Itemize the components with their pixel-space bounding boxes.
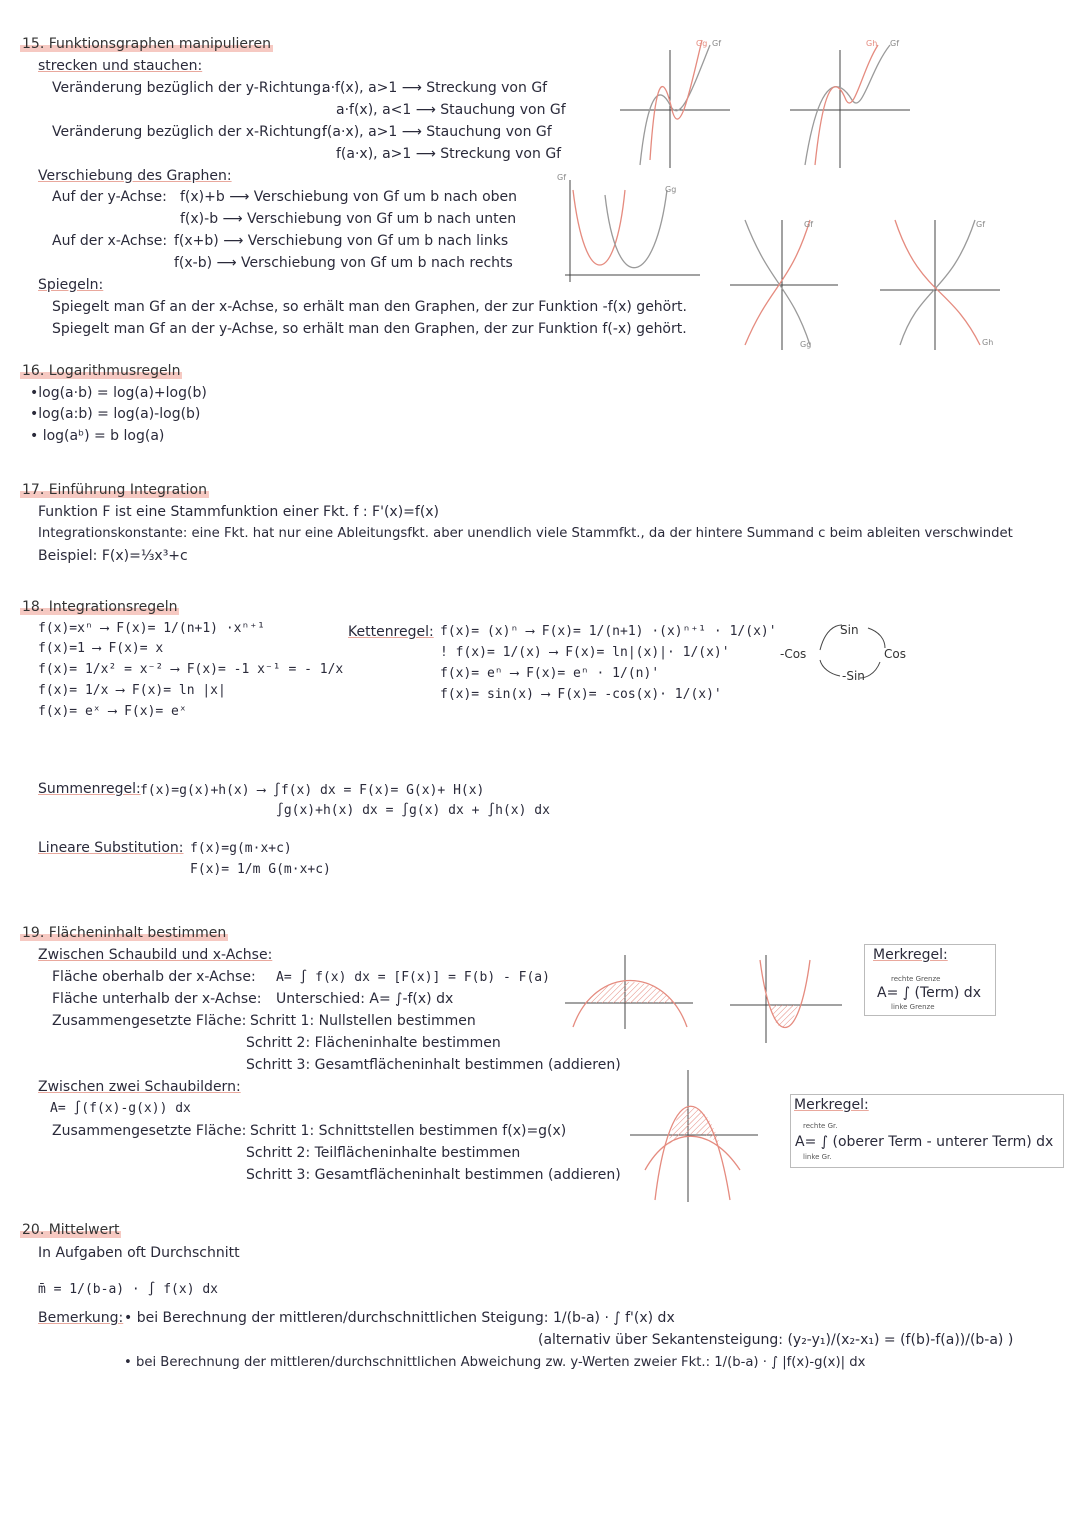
svg-text:Gg: Gg [800,340,812,349]
svg-text:Gg: Gg [665,185,677,194]
bemerkung-label: Bemerkung: [38,1310,124,1326]
kettenregel-rule: f(x)= eⁿ ⟶ F(x)= eⁿ · 1/(n)' [440,666,660,681]
svg-text:Gf: Gf [976,220,986,229]
stretch-graph-y [620,30,740,170]
svg-text:-Cos: -Cos [780,647,807,661]
composite2-step-1: Schritt 1: Schnittstellen bestimmen f(x)=g(x) [250,1123,567,1139]
integration-rule: f(x)= eˣ ⟶ F(x)= eˣ [38,704,187,719]
sin-cos-cycle-diagram [780,620,920,685]
y-direction-label: Veränderung bezüglich der y-Richtung: [52,80,326,96]
shift-rule-down: f(x)-b ⟶ Verschiebung von Gf um b nach unten [180,211,517,227]
graph-label-gg: Gg [696,39,708,48]
subheading-zwei-schaubilder: Zwischen zwei Schaubildern: [38,1079,241,1095]
y-direction-rule-2: a·f(x), a<1 ⟶ Stauchung von Gf [336,102,566,118]
summenregel-line-2: ∫g(x)+h(x) dx = ∫g(x) dx + ∫h(x) dx [276,803,550,818]
area-above-graph [565,955,695,1030]
integration-rule: f(x)=1 ⟶ F(x)= x [38,641,164,656]
composite-area-label: Zusammengesetzte Fläche: [52,1013,247,1029]
section-15-title: 15. Funktionsgraphen manipulieren [22,36,271,52]
kettenregel-label: Kettenregel: [348,624,434,640]
area-above-formula: A= ∫ f(x) dx = [F(x)] = F(b) - F(a) [276,970,550,985]
summenregel-label: Summenregel: [38,781,141,797]
merkregel-formula: A= ∫ (Term) dx [877,985,981,1001]
shift-graph [555,170,705,285]
y-axis-shift-label: Auf der y-Achse: [52,189,167,205]
lineare-substitution-line-1: f(x)=g(m·x+c) [190,841,292,856]
graph-label-gf: Gf [712,39,722,48]
x-axis-shift-label: Auf der x-Achse: [52,233,168,249]
svg-text:Gf: Gf [890,39,900,48]
mirror-x-graph [730,215,840,355]
subheading-verschiebung: Verschiebung des Graphen: [38,168,232,184]
merkregel-box-2 [790,1094,1064,1168]
merkregel-title: Merkregel: [794,1097,869,1113]
subheading-strecken: strecken und stauchen: [38,58,203,74]
integration-example: Beispiel: F(x)=⅓x³+c [38,548,188,564]
merkregel-upper-limit: rechte Gr. [803,1122,838,1130]
stretch-graph-x [790,30,915,170]
composite-step-2: Schritt 2: Flächeninhalte bestimmen [246,1035,501,1051]
area-below-graph [730,955,845,1045]
mirror-y-axis: Spiegelt man Gf an der y-Achse, so erhält man den Graphen, der zur Funktion f(-x) gehört. [52,321,687,337]
log-rule-power: • log(aᵇ) = b log(a) [30,428,165,444]
two-graph-area-diagram [630,1070,760,1205]
svg-text:-Sin: -Sin [842,669,865,683]
composite-area-label-2: Zusammengesetzte Fläche: [52,1123,247,1139]
x-direction-label: Veränderung bezüglich der x-Richtung: [52,124,327,140]
integration-rule: f(x)=xⁿ ⟶ F(x)= 1/(n+1) ·xⁿ⁺¹ [38,621,265,636]
svg-text:Gf: Gf [557,173,567,182]
merkregel-lower-limit: linke Gr. [803,1153,832,1161]
section-19-title: 19. Flächeninhalt bestimmen [22,925,227,941]
svg-text:Gf: Gf [804,220,814,229]
integrationskonstante-text: Integrationskonstante: eine Fkt. hat nur eine Ableitungsfkt. aber unendlich viele Stammfkt., da der hintere Summand c beim ableiten verschwindet [38,526,1013,541]
mittelwert-intro: In Aufgaben oft Durchschnitt [38,1245,240,1261]
mirror-x-axis: Spiegelt man Gf an der x-Achse, so erhält man den Graphen, der zur Funktion -f(x) gehört. [52,299,687,315]
section-16-title: 16. Logarithmusregeln [22,363,181,379]
shift-rule-up: f(x)+b ⟶ Verschiebung von Gf um b nach oben [180,189,518,205]
area-below-label: Fläche unterhalb der x-Achse: [52,991,262,1007]
kettenregel-rule: ! f(x)= 1/(x) ⟶ F(x)= ln|(x)|· 1/(x)' [440,645,730,660]
svg-text:Cos: Cos [884,647,906,661]
lineare-substitution-label: Lineare Substitution: [38,840,184,856]
integration-rule: f(x)= 1/x² = x⁻² ⟶ F(x)= -1 x⁻¹ = - 1/x [38,662,344,677]
merkregel-lower-limit: linke Grenze [891,1003,935,1011]
merkregel-box-1 [864,944,996,1016]
mittelwert-formula: m̄ = 1/(b-a) · ∫ f(x) dx [38,1282,219,1297]
svg-text:Sin: Sin [840,623,859,637]
summenregel-line-1: f(x)=g(x)+h(x) ⟶ ∫f(x) dx = F(x)= G(x)+ H(x) [140,783,485,798]
svg-text:Gh: Gh [982,338,994,347]
section-17-title: 17. Einführung Integration [22,482,207,498]
bemerkung-sekantensteigung: (alternativ über Sekantensteigung: (y₂-y₁)/(x₂-x₁) = (f(b)-f(a))/(b-a) ) [538,1332,1014,1348]
merkregel-title: Merkregel: [873,947,948,963]
section-18-title: 18. Integrationsregeln [22,599,178,615]
mirror-y-graph [880,215,1005,355]
log-rule-product: •log(a·b) = log(a)+log(b) [30,385,207,401]
bemerkung-steigung: • bei Berechnung der mittleren/durchschnittlichen Steigung: 1/(b-a) · ∫ f'(x) dx [124,1310,675,1326]
composite-step-3: Schritt 3: Gesamtflächeninhalt bestimmen (addieren) [246,1057,621,1073]
x-direction-rule-1: f(a·x), a>1 ⟶ Stauchung von Gf [322,124,552,140]
log-rule-quotient: •log(a:b) = log(a)-log(b) [30,406,201,422]
x-direction-rule-2: f(a·x), a>1 ⟶ Streckung von Gf [336,146,562,162]
svg-text:Gh: Gh [866,39,878,48]
bemerkung-abweichung: • bei Berechnung der mittleren/durchschnittlichen Abweichung zw. y-Werten zweier Fkt.: 1/(b-a) · ∫ |f(x)-g(x)| dx [124,1355,866,1370]
composite2-step-3: Schritt 3: Gesamtflächeninhalt bestimmen (addieren) [246,1167,621,1183]
kettenregel-rule: f(x)= sin(x) ⟶ F(x)= -cos(x)· 1/(x)' [440,687,722,702]
merkregel-formula: A= ∫ (oberer Term - unterer Term) dx [795,1134,1054,1150]
area-above-label: Fläche oberhalb der x-Achse: [52,969,256,985]
lineare-substitution-line-2: F(x)= 1/m G(m·x+c) [190,862,331,877]
area-below-formula: Unterschied: A= ∫-f(x) dx [276,991,454,1007]
subheading-schaubild-x-achse: Zwischen Schaubild und x-Achse: [38,947,273,963]
stammfunktion-definition: Funktion F ist eine Stammfunktion einer Fkt. f : F'(x)=f(x) [38,504,440,520]
two-graph-area-formula: A= ∫(f(x)-g(x)) dx [50,1101,191,1116]
y-direction-rule-1: a·f(x), a>1 ⟶ Streckung von Gf [322,80,548,96]
merkregel-upper-limit: rechte Grenze [891,975,941,983]
shift-rule-left: f(x+b) ⟶ Verschiebung von Gf um b nach links [174,233,509,249]
shift-rule-right: f(x-b) ⟶ Verschiebung von Gf um b nach rechts [174,255,513,271]
subheading-spiegeln: Spiegeln: [38,277,104,293]
section-20-title: 20. Mittelwert [22,1222,120,1238]
integration-rule: f(x)= 1/x ⟶ F(x)= ln |x| [38,683,226,698]
composite2-step-2: Schritt 2: Teilflächeninhalte bestimmen [246,1145,521,1161]
kettenregel-rule: f(x)= (x)ⁿ ⟶ F(x)= 1/(n+1) ·(x)ⁿ⁺¹ · 1/(x)' [440,624,777,639]
composite-step-1: Schritt 1: Nullstellen bestimmen [250,1013,476,1029]
